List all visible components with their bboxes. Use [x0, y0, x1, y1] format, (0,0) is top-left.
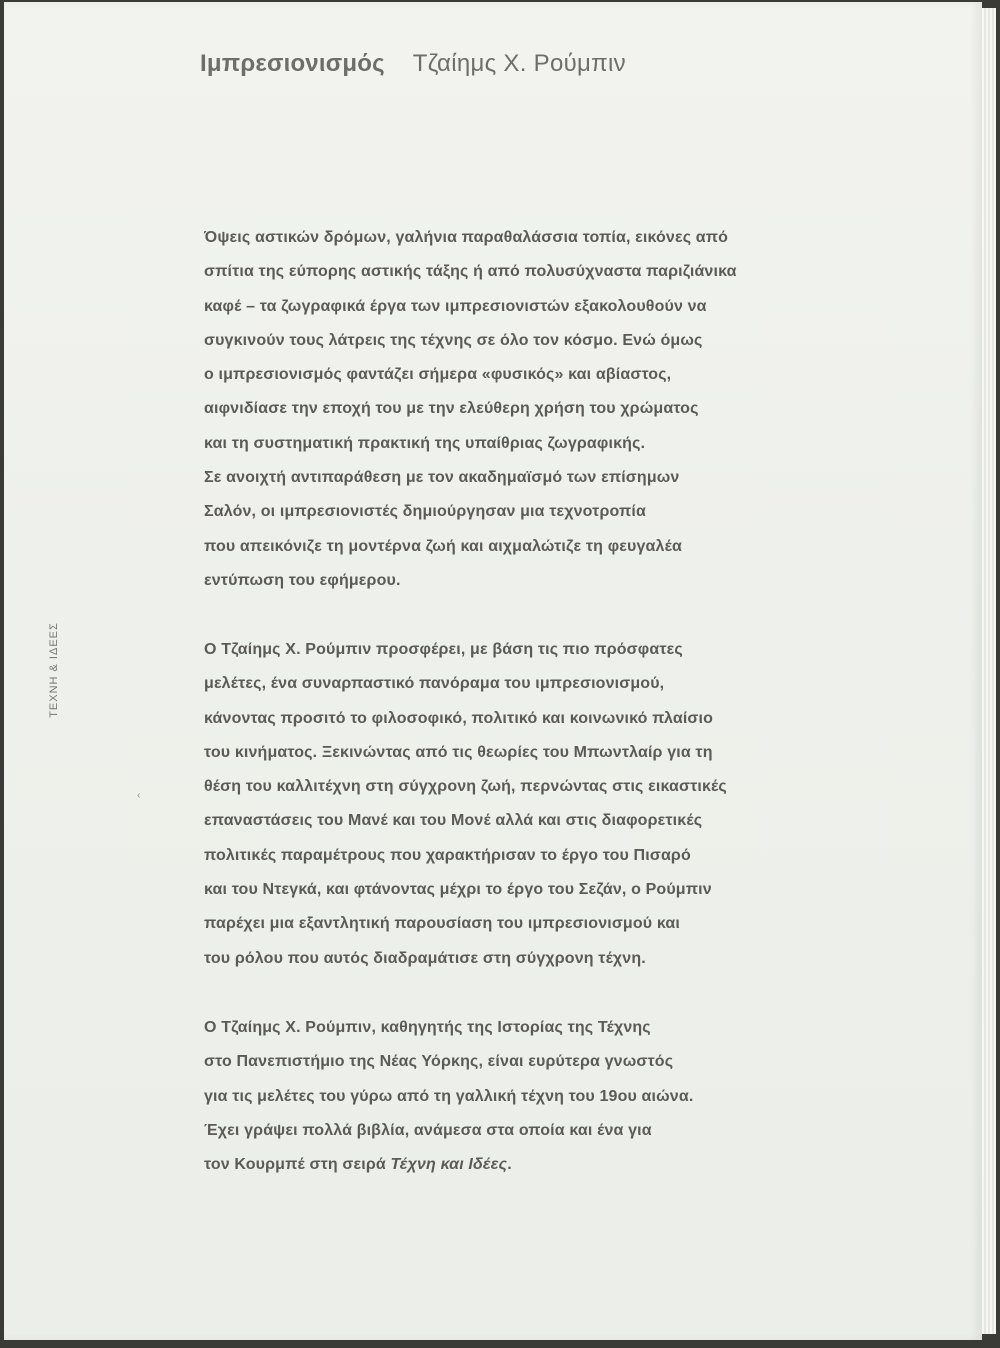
- text-line: μελέτες, ένα συναρπαστικό πανόραμα του ιμπρεσιονισμού,: [204, 675, 665, 693]
- book-page-edge: [982, 8, 996, 1334]
- text-line: Ο Τζαίημς Χ. Ρούμπιν, καθηγητής της Ιστορίας της Τέχνης: [204, 1019, 651, 1036]
- series-name-italic: Τέχνη και Ιδέες: [390, 1156, 508, 1174]
- text-line: του ρόλου που αυτός διαδραμάτισε στη σύγχρονη τέχνη.: [204, 949, 646, 967]
- book-title: Ιμπρεσιονισμός: [200, 50, 385, 77]
- bio-text-suffix: .: [507, 1156, 512, 1174]
- text-line: Σε ανοιχτή αντιπαράθεση με τον ακαδημαϊσμό των επίσημων: [204, 469, 680, 487]
- text-line: ο ιμπρεσιονισμός φαντάζει σήμερα «φυσικός» και αβίαστος,: [204, 366, 672, 384]
- text-line: Σαλόν, οι ιμπρεσιονιστές δημιούργησαν μια τεχνοτροπία: [204, 503, 646, 521]
- cover-header: [200, 50, 626, 78]
- synopsis-paragraph-2: [204, 633, 804, 976]
- book-back-cover: [4, 2, 982, 1340]
- text-line: πολιτικές παραμέτρους που χαρακτήρισαν το έργο του Πισαρό: [204, 846, 691, 864]
- text-line: στο Πανεπιστήμιο της Νέας Υόρκης, είναι ευρύτερα γνωστός: [204, 1053, 674, 1071]
- bio-text-prefix: τον Κουρμπέ στη σειρά: [204, 1156, 391, 1174]
- text-line: καφέ – τα ζωγραφικά έργα των ιμπρεσιονιστών εξακολουθούν να: [204, 297, 707, 315]
- text-line: Έχει γράψει πολλά βιβλία, ανάμεσα στα οποία και ένα για: [204, 1121, 652, 1139]
- synopsis-paragraph-1: [204, 221, 804, 598]
- series-label: ΤΕΧΝΗ & ΙΔΕΕΣ: [48, 622, 60, 718]
- text-line: αιφνιδίασε την εποχή του με την ελεύθερη χρήση του χρώματος: [204, 400, 699, 418]
- text-line-last: [204, 1148, 804, 1182]
- text-line: Όψεις αστικών δρόμων, γαλήνια παραθαλάσσια τοπία, εικόνες από: [204, 229, 729, 246]
- text-line: του κινήματος. Ξεκινώντας από τις θεωρίες του Μπωντλαίρ για τη: [204, 743, 713, 761]
- text-line: εντύπωση του εφήμερου.: [204, 571, 401, 589]
- text-line: παρέχει μια εξαντλητική παρουσίαση του ιμπρεσιονισμού και: [204, 915, 680, 933]
- text-line: επαναστάσεις του Μανέ και του Μονέ αλλά και στις διαφορετικές: [204, 812, 703, 830]
- text-line: Ο Τζαίημς Χ. Ρούμπιν προσφέρει, με βάση τις πιο πρόσφατες: [204, 641, 683, 658]
- text-line: για τις μελέτες του γύρω από τη γαλλική τέχνη του 19ου αιώνα.: [204, 1087, 694, 1105]
- text-line: και του Ντεγκά, και φτάνοντας μέχρι το έργο του Σεζάν, ο Ρούμπιν: [204, 881, 712, 899]
- book-author: Τζαίημς Χ. Ρούμπιν: [412, 50, 626, 77]
- text-line: που απεικόνιζε τη μοντέρνα ζωή και αιχμαλώτιζε τη φευγαλέα: [204, 537, 682, 555]
- text-line: σπίτια της εύπορης αστικής τάξης ή από πολυσύχναστα παριζιάνικα: [204, 263, 737, 281]
- text-line: κάνοντας προσιτό το φιλοσοφικό, πολιτικό και κοινωνικό πλαίσιο: [204, 709, 714, 727]
- text-line: θέση του καλλιτέχνη στη σύγχρονη ζωή, περνώντας στις εικαστικές: [204, 778, 727, 796]
- text-line: συγκινούν τους λάτρεις της τέχνης σε όλο τον κόσμο. Ενώ όμως: [204, 331, 703, 349]
- paper-mark: ‹: [137, 790, 141, 801]
- author-bio-paragraph: [204, 1011, 804, 1182]
- text-line: και τη συστηματική πρακτική της υπαίθριας ζωγραφικής.: [204, 434, 646, 452]
